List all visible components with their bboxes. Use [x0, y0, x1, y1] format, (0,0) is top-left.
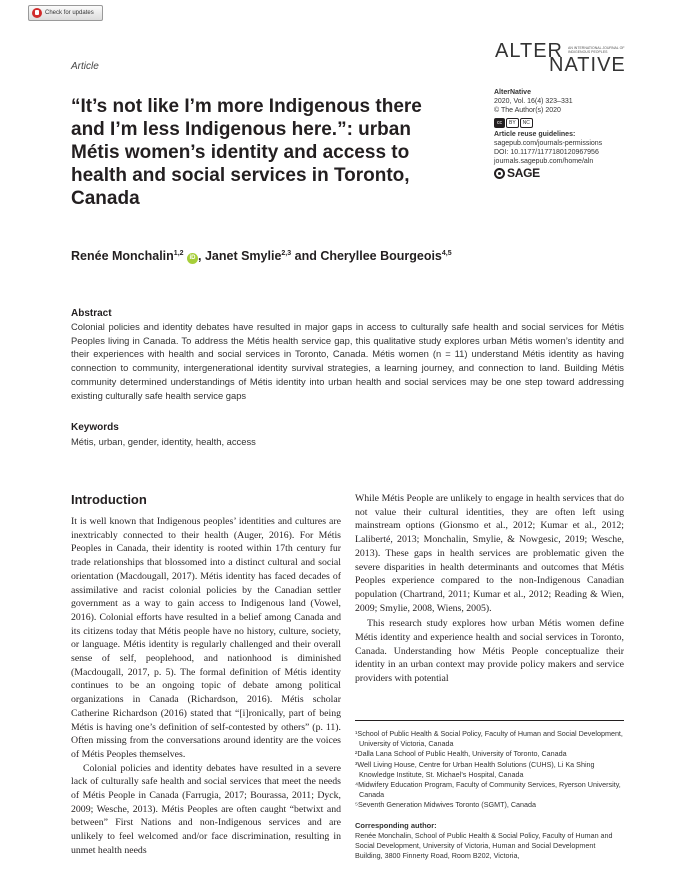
sage-icon	[494, 168, 505, 179]
journal-logo	[495, 40, 625, 76]
introduction-heading: Introduction	[71, 492, 147, 507]
journal-name: AlterNative	[494, 89, 531, 96]
corresponding-author-heading: Corresponding author:	[355, 820, 437, 830]
author-separator: ,	[198, 249, 205, 263]
logo-alter: ALTER	[495, 40, 563, 62]
author-affiliation: 1,2	[173, 249, 184, 257]
logo-tagline: AN INTERNATIONAL JOURNAL OF INDIGENOUS PEOPLES	[568, 46, 625, 54]
check-for-updates-button[interactable]	[28, 5, 103, 21]
publication-meta	[494, 88, 634, 179]
body-paragraph: It is well known that Indigenous peoples’ identities and cultures are inextricably connected to their health (Auger, 2016). For Métis Peoples in Canada, their identity is rooted within 17th century fur trade relationships that blossomed into a distinct cultural and social orientation (Macdougall, 2017). Métis identity has faced decades of assimilative and racist colonial policies by the Canadian settler government as a way to gain access to Indigenous land (Vowel, 2016). Colonial efforts have resulted in a belief among Canada and its citizens today that Métis people have no history, culture, society, or language. Métis identity is regularly challenged and their overall sense of self, peoplehood, and nationhood is diminished (Macdougall, 2017, p. 5). The formal definition of Métis identity continues to be an ongoing topic of debate among political organizations in Canada (Richardson, 2016). Métis scholar Catherine Richardson (2016) stated that “[i]ronically, part of being Métis is having one’s definition of self-contested by others” (p. 11). Often missing from the conversations around identity are the voices of Métis Peoples themselves.	[71, 516, 341, 760]
journal-home-link[interactable]: journals.sagepub.com/home/aln	[494, 158, 594, 165]
article-type-label: Article	[71, 61, 99, 72]
author-conjunction: and	[291, 249, 321, 263]
sage-logo	[494, 168, 634, 179]
abstract-heading: Abstract	[71, 308, 112, 319]
keywords-text: Métis, urban, gender, identity, health, access	[71, 436, 256, 447]
cc-icon: cc	[494, 118, 505, 128]
keywords-heading: Keywords	[71, 422, 119, 433]
author-affiliation: 4,5	[441, 249, 452, 257]
cc-nc-icon: NC	[520, 118, 533, 128]
creative-commons-icon	[494, 118, 634, 128]
affiliation-footnote: ⁵Seventh Generation Midwives Toronto (SGMT), Canada	[355, 800, 537, 810]
logo-native: NATIVE	[549, 54, 626, 76]
footnote-divider	[355, 720, 624, 721]
footnotes	[355, 729, 624, 861]
orcid-icon[interactable]: iD	[187, 253, 198, 264]
sage-wordmark: SAGE	[507, 166, 540, 180]
affiliation-footnote: ⁴Midwifery Education Program, Faculty of Community Services, Ryerson University, Canada	[355, 780, 621, 800]
author-name: Cheryllee Bourgeois	[320, 249, 442, 263]
author-name: Renée Monchalin	[71, 249, 174, 263]
author-list	[71, 249, 511, 264]
body-paragraph: Colonial policies and identity debates have resulted in a severe lack of culturally safe health and social services that meet the needs of Métis People in Canada (Farrugia, 2017; Bourassa, 2011; Dyck, 2009; Wesche, 2013). Métis Peoples are often caught “betwixt and between” First Nations and non-Indigenous services and are unlikely to feel welcomed and/or face discrimination, resulting in unmet health needs	[71, 762, 341, 856]
body-paragraph: This research study explores how urban Métis women define Métis identity and experience health and social services in Toronto, Canada. Understanding how Métis People conceptualize their identity in an urban context may provide policy makers and service providers with potential	[355, 618, 624, 685]
check-for-updates-label: Check for updates	[45, 10, 94, 16]
body-paragraph: While Métis People are unlikely to engage in health services that do not value their cultural identities, they are often left using mainstream options (Gionsmo et al., 2012; Kumar et al., 2012; Laliberté, 2013; Monchalin, Smylie, & Nowgesic, 2019; Wesche, 2013). These gaps in health services are problematic given the severe disparities in health determinants and outcomes that Métis Peoples experience compared to the non-Indigenous Canadian population (Chartrand, 2011; Kumar et al., 2012; Reading & Wien, 2009; Smylie, 2008, Wiens, 2005).	[355, 493, 624, 614]
abstract-text: Colonial policies and identity debates have resulted in major gaps in access to culturally safe health and social services for Métis Peoples living in Canada. To address the Métis health service gap, this qualitative study explores urban Métis women’s identity and their experiences with health and social services in Toronto, Canada. Métis women (n = 11) understand Métis identity as having connection to community, intergenerational identity survival strategies, a learning journey, and connection to land. Building Métis community determined understandings of Métis identity into urban health and social services may be one step toward addressing existing culturally safe health service gaps	[71, 321, 624, 401]
article-title: “It’s not like I’m more Indigenous there and I’m less Indigenous here.”: urban Métis women’s identity and access to health and social services in Toronto, Canada	[71, 96, 422, 209]
cc-by-icon: BY	[506, 118, 519, 128]
author-affiliation: 2,3	[281, 249, 292, 257]
body-column-left	[71, 515, 341, 858]
body-column-right	[355, 492, 624, 686]
permissions-link[interactable]: sagepub.com/journals-permissions	[494, 140, 603, 147]
author-name: Janet Smylie	[204, 249, 282, 263]
affiliation-footnote: ³Well Living House, Centre for Urban Health Solutions (CUHS), Li Ka Shing Knowledge Institute, St. Michael’s Hospital, Canada	[355, 759, 595, 779]
affiliation-footnote: ²Dalla Lana School of Public Health, University of Toronto, Canada	[355, 749, 567, 759]
reuse-guidelines-label: Article reuse guidelines:	[494, 131, 576, 138]
doi-link[interactable]: DOI: 10.1177/1177180120967956	[494, 149, 599, 156]
volume-info: 2020, Vol. 16(4) 323–331	[494, 98, 573, 105]
crossmark-icon	[32, 8, 42, 18]
corresponding-author-text: Renée Monchalin, School of Public Health & Social Policy, Faculty of Human and Social Development, University of Victoria, Human and Social Development Building, 3800 Finnerty Road, Room B202, Victoria,	[355, 830, 613, 861]
affiliation-footnote: ¹School of Public Health & Social Policy, Faculty of Human and Social Development, University of Victoria, Canada	[355, 729, 623, 749]
copyright: © The Author(s) 2020	[494, 107, 561, 114]
